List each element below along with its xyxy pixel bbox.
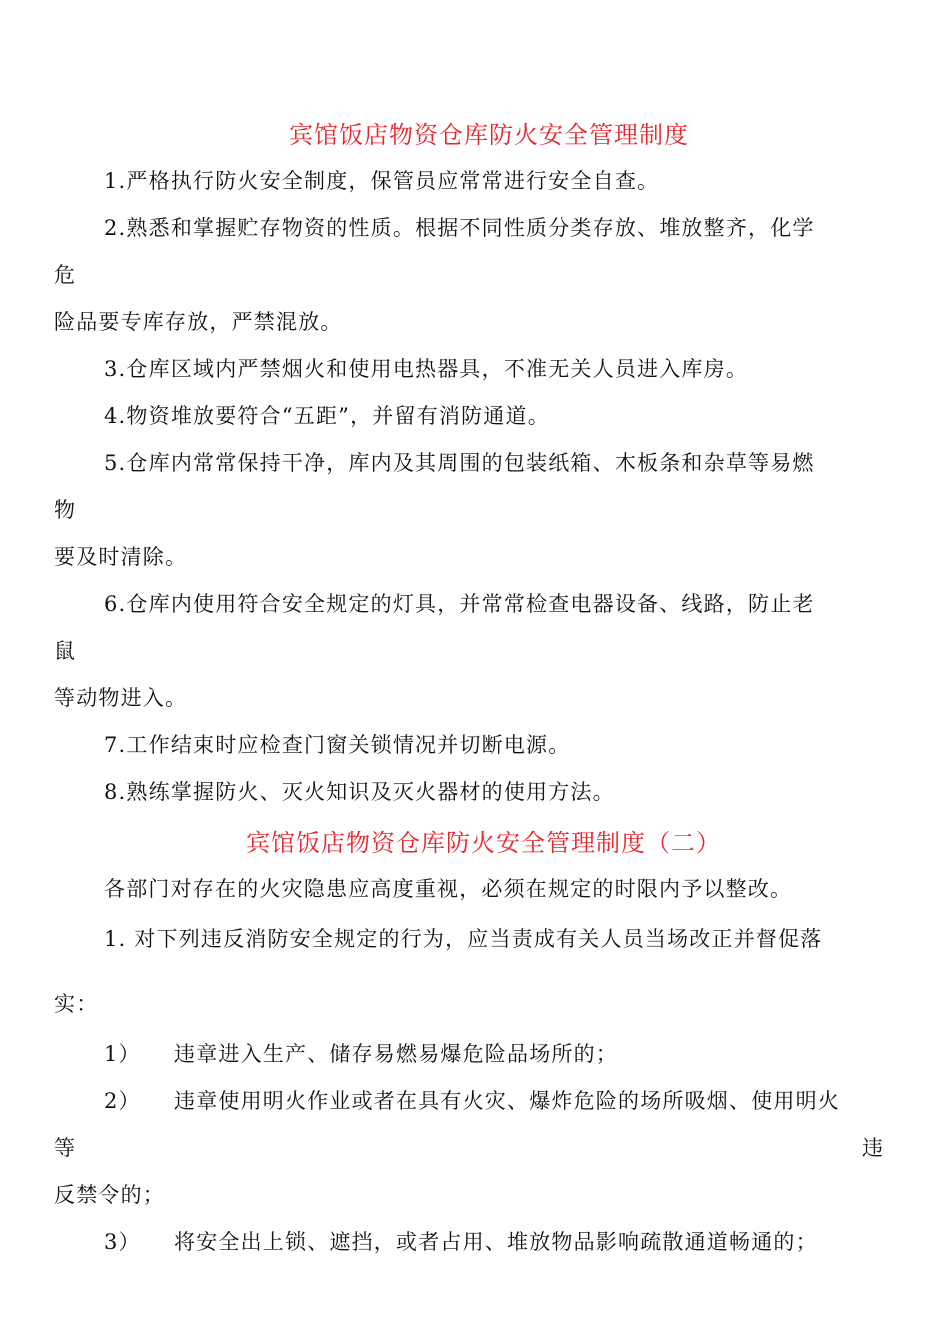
sub-item-number: 2） <box>104 1089 141 1113</box>
rule-7: 7.工作结束时应检查门窗关锁情况并切断电源。 <box>104 733 571 757</box>
rule-2-line-2: 危 <box>54 263 77 287</box>
sub-item-1 <box>104 1040 618 1068</box>
rule-2-line-3: 险品要专库存放，严禁混放。 <box>54 310 343 334</box>
rule-2-line-1: 2.熟悉和掌握贮存物资的性质。根据不同性质分类存放、堆放整齐，化学 <box>104 216 815 240</box>
sub-item-3 <box>104 1228 818 1256</box>
rule-1: 1.严格执行防火安全制度，保管员应常常进行安全自查。 <box>104 169 660 193</box>
sub-item-text: 将安全出上锁、遮挡，或者占用、堆放物品影响疏散通道畅通的； <box>174 1230 818 1254</box>
section-title: 宾馆饭店物资仓库防火安全管理制度 <box>289 121 689 149</box>
sub-item-number: 3） <box>104 1230 141 1254</box>
rule-5-line-3: 要及时清除。 <box>54 545 188 569</box>
rule-6-line-1: 6.仓库内使用符合安全规定的灯具，并常常检查电器设备、线路，防止老 <box>104 592 815 616</box>
sub-item-text: 违章使用明火作业或者在具有火灾、爆炸危险的场所吸烟、使用明火 <box>174 1089 840 1113</box>
rule-3: 3.仓库区域内严禁烟火和使用电热器具，不准无关人员进入库房。 <box>104 357 749 381</box>
rule-4: 4.物资堆放要符合“五距”，并留有消防通道。 <box>104 404 550 428</box>
section-2-intro: 各部门对存在的火灾隐患应高度重视，必须在规定的时限内予以整改。 <box>104 877 793 901</box>
section-2-item-1-line-2: 实： <box>54 992 99 1016</box>
section-title-2: 宾馆饭店物资仓库防火安全管理制度（二） <box>246 829 721 857</box>
section-2-item-1-line-1: 1. 对下列违反消防安全规定的行为，应当责成有关人员当场改正并督促落 <box>104 927 823 951</box>
sub-item-2-line-3: 反禁令的； <box>54 1183 165 1207</box>
rule-6-line-3: 等动物进入。 <box>54 686 188 710</box>
rule-6-line-2: 鼠 <box>54 639 77 663</box>
rule-5-line-2: 物 <box>54 498 77 522</box>
sub-item-2-line-1 <box>104 1087 840 1115</box>
sub-item-2-line-2-left: 等 <box>54 1136 77 1160</box>
sub-item-text: 违章进入生产、储存易燃易爆危险品场所的； <box>174 1042 618 1066</box>
sub-item-number: 1） <box>104 1042 141 1066</box>
sub-item-2-line-2-right: 违 <box>862 1136 885 1160</box>
rule-5-line-1: 5.仓库内常常保持干净，库内及其周围的包装纸箱、木板条和杂草等易燃 <box>104 451 815 475</box>
rule-8: 8.熟练掌握防火、灭火知识及灭火器材的使用方法。 <box>104 780 615 804</box>
